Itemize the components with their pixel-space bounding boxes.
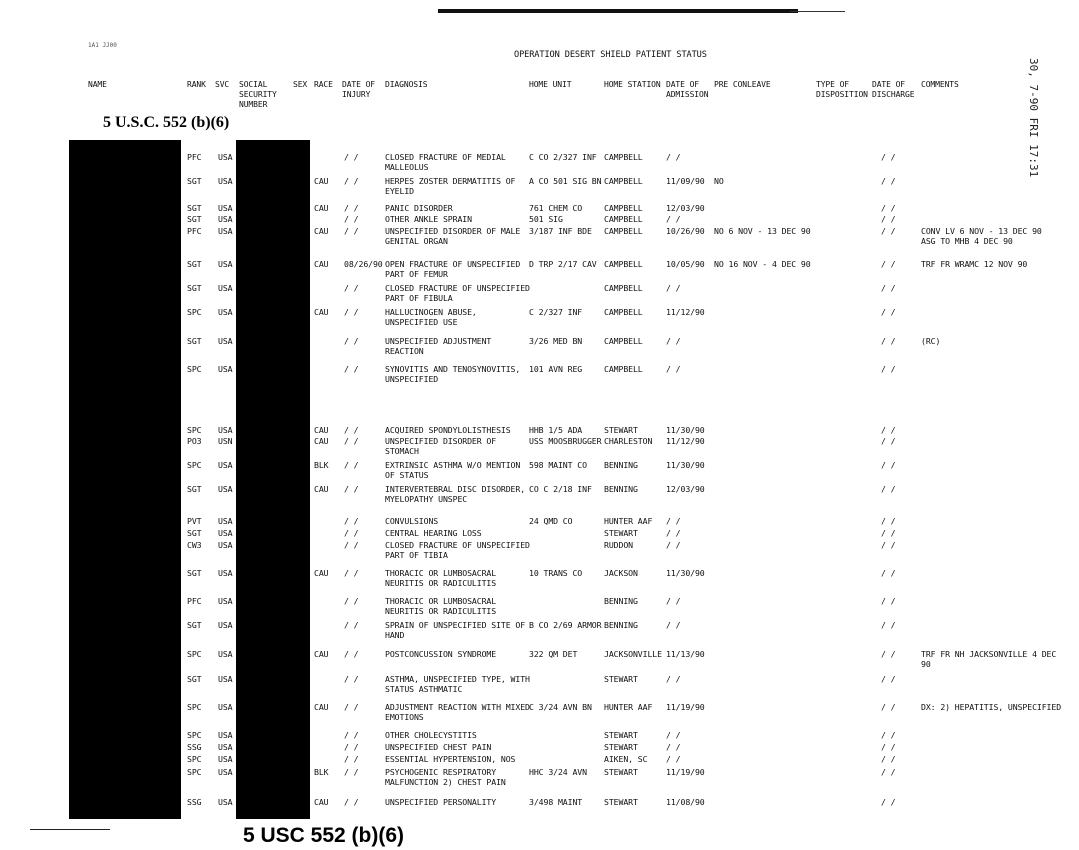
cell-home-station: STEWART bbox=[604, 797, 638, 807]
fax-header: 30, 7-90 FRI 17:31 bbox=[1027, 58, 1040, 178]
cell-date-of-admission: / / bbox=[666, 214, 681, 224]
cell-svc: USA bbox=[218, 620, 233, 630]
cell-svc: USA bbox=[218, 596, 233, 606]
cell-date-of-admission: / / bbox=[666, 742, 681, 752]
cell-date-of-discharge: / / bbox=[881, 226, 896, 236]
cell-rank: SPC bbox=[187, 767, 202, 777]
cell-diagnosis: PANIC DISORDER bbox=[385, 203, 453, 213]
cell-svc: USA bbox=[218, 364, 233, 374]
cell-home-station: CAMPBELL bbox=[604, 226, 643, 236]
cell-race: CAU bbox=[314, 259, 329, 269]
cell-svc: USA bbox=[218, 674, 233, 684]
cell-comments: TRF FR WRAMC 12 NOV 90 bbox=[921, 259, 1028, 269]
cell-home-station: CAMPBELL bbox=[604, 152, 643, 162]
cell-diagnosis: CONVULSIONS bbox=[385, 516, 439, 526]
cell-svc: USA bbox=[218, 528, 233, 538]
cell-date-of-injury: / / bbox=[344, 649, 359, 659]
cell-date-of-discharge: / / bbox=[881, 620, 896, 630]
cell-svc: USA bbox=[218, 702, 233, 712]
cell-date-of-admission: 12/03/90 bbox=[666, 203, 705, 213]
cell-comments: (RC) bbox=[921, 336, 941, 346]
cell-date-of-injury: / / bbox=[344, 214, 359, 224]
cell-diagnosis: ADJUSTMENT REACTION WITH MIXED bbox=[385, 702, 530, 712]
cell-race: CAU bbox=[314, 484, 329, 494]
cell-svc: USN bbox=[218, 436, 233, 446]
cell-date-of-discharge: / / bbox=[881, 203, 896, 213]
cell-diagnosis: ESSENTIAL HYPERTENSION, NOS bbox=[385, 754, 516, 764]
cell-svc: USA bbox=[218, 730, 233, 740]
cell-home-unit: A CO 501 SIG BN bbox=[529, 176, 602, 186]
cell-comments: ASG TO MHB 4 DEC 90 bbox=[921, 236, 1013, 246]
cell-date-of-admission: 11/12/90 bbox=[666, 307, 705, 317]
cell-svc: USA bbox=[218, 176, 233, 186]
cell-date-of-injury: / / bbox=[344, 425, 359, 435]
fax-bottom-line bbox=[30, 829, 110, 830]
cell-home-station: STEWART bbox=[604, 674, 638, 684]
cell-diagnosis: UNSPECIFIED PERSONALITY bbox=[385, 797, 497, 807]
cell-date-of-injury: / / bbox=[344, 674, 359, 684]
col-sex: SEX bbox=[293, 80, 308, 89]
col-rank: RANK bbox=[187, 80, 206, 89]
cell-date-of-admission: 10/26/90 bbox=[666, 226, 705, 236]
cell-date-of-admission: 10/05/90 bbox=[666, 259, 705, 269]
cell-svc: USA bbox=[218, 742, 233, 752]
cell-date-of-admission: 11/09/90 bbox=[666, 176, 705, 186]
col-ssn-3: NUMBER bbox=[239, 100, 268, 109]
cell-date-of-injury: / / bbox=[344, 516, 359, 526]
cell-diagnosis: PSYCHOGENIC RESPIRATORY bbox=[385, 767, 497, 777]
cell-svc: USA bbox=[218, 797, 233, 807]
cell-diagnosis: CENTRAL HEARING LOSS bbox=[385, 528, 482, 538]
redaction-label-top: 5 U.S.C. 552 (b)(6) bbox=[103, 114, 230, 131]
cell-home-unit: 24 QMD CO bbox=[529, 516, 573, 526]
cell-home-station: CAMPBELL bbox=[604, 283, 643, 293]
cell-diagnosis: NEURITIS OR RADICULITIS bbox=[385, 606, 497, 616]
cell-svc: USA bbox=[218, 540, 233, 550]
cell-svc: USA bbox=[218, 516, 233, 526]
cell-rank: SGT bbox=[187, 528, 202, 538]
cell-rank: SPC bbox=[187, 307, 202, 317]
cell-diagnosis: HAND bbox=[385, 630, 405, 640]
cell-svc: USA bbox=[218, 152, 233, 162]
cell-diagnosis: EXTRINSIC ASTHMA W/O MENTION bbox=[385, 460, 521, 470]
cell-rank: PFC bbox=[187, 596, 202, 606]
col-svc: SVC bbox=[215, 80, 230, 89]
cell-home-station: CAMPBELL bbox=[604, 364, 643, 374]
cell-date-of-injury: / / bbox=[344, 620, 359, 630]
cell-date-of-discharge: / / bbox=[881, 649, 896, 659]
cell-race: BLK bbox=[314, 460, 329, 470]
cell-home-unit: 322 QM DET bbox=[529, 649, 578, 659]
cell-home-station: CAMPBELL bbox=[604, 336, 643, 346]
cell-date-of-injury: / / bbox=[344, 226, 359, 236]
cell-home-unit: 3/498 MAINT bbox=[529, 797, 583, 807]
cell-comments: CONV LV 6 NOV - 13 DEC 90 bbox=[921, 226, 1042, 236]
cell-rank: SPC bbox=[187, 702, 202, 712]
cell-date-of-admission: 11/19/90 bbox=[666, 767, 705, 777]
cell-home-station: JACKSONVILLE bbox=[604, 649, 662, 659]
cell-date-of-discharge: / / bbox=[881, 152, 896, 162]
cell-date-of-discharge: / / bbox=[881, 702, 896, 712]
cell-rank: PVT bbox=[187, 516, 202, 526]
cell-rank: PFC bbox=[187, 226, 202, 236]
cell-home-station: CHARLESTON bbox=[604, 436, 653, 446]
cell-svc: USA bbox=[218, 307, 233, 317]
cell-home-station: STEWART bbox=[604, 730, 638, 740]
col-ssn-2: SECURITY bbox=[239, 90, 277, 99]
cell-date-of-admission: / / bbox=[666, 674, 681, 684]
report-title: OPERATION DESERT SHIELD PATIENT STATUS bbox=[514, 50, 707, 60]
cell-diagnosis: CLOSED FRACTURE OF MEDIAL bbox=[385, 152, 506, 162]
cell-date-of-discharge: / / bbox=[881, 767, 896, 777]
cell-home-unit: C 2/327 INF bbox=[529, 307, 583, 317]
cell-home-unit: D TRP 2/17 CAV bbox=[529, 259, 597, 269]
col-name: NAME bbox=[88, 80, 107, 89]
cell-diagnosis: OTHER CHOLECYSTITIS bbox=[385, 730, 477, 740]
cell-home-unit: C CO 2/327 INF bbox=[529, 152, 597, 162]
cell-date-of-admission: / / bbox=[666, 528, 681, 538]
cell-diagnosis: EMOTIONS bbox=[385, 712, 424, 722]
cell-race: CAU bbox=[314, 702, 329, 712]
cell-home-station: CAMPBELL bbox=[604, 259, 643, 269]
cell-home-station: JACKSON bbox=[604, 568, 638, 578]
col-doi-2: INJURY bbox=[342, 90, 371, 99]
cell-diagnosis: PART OF FEMUR bbox=[385, 269, 448, 279]
cell-race: CAU bbox=[314, 649, 329, 659]
cell-rank: PO3 bbox=[187, 436, 202, 446]
cell-diagnosis: UNSPECIFIED ADJUSTMENT bbox=[385, 336, 492, 346]
cell-svc: USA bbox=[218, 568, 233, 578]
cell-pre-conleave: NO bbox=[714, 176, 724, 186]
col-ssn-1: SOCIAL bbox=[239, 80, 268, 89]
cell-date-of-admission: 11/08/90 bbox=[666, 797, 705, 807]
cell-home-station: STEWART bbox=[604, 767, 638, 777]
cell-rank: SGT bbox=[187, 283, 202, 293]
cell-diagnosis: REACTION bbox=[385, 346, 424, 356]
cell-date-of-discharge: / / bbox=[881, 307, 896, 317]
cell-date-of-discharge: / / bbox=[881, 516, 896, 526]
cell-svc: USA bbox=[218, 226, 233, 236]
cell-diagnosis: SYNOVITIS AND TENOSYNOVITIS, bbox=[385, 364, 521, 374]
cell-date-of-discharge: / / bbox=[881, 176, 896, 186]
cell-date-of-injury: 08/26/90 bbox=[344, 259, 383, 269]
col-type-disp-1: TYPE OF bbox=[816, 80, 850, 89]
cell-date-of-injury: / / bbox=[344, 568, 359, 578]
fax-edge-line bbox=[790, 11, 845, 12]
cell-home-station: BENNING bbox=[604, 620, 638, 630]
cell-svc: USA bbox=[218, 283, 233, 293]
cell-diagnosis: MALFUNCTION 2) CHEST PAIN bbox=[385, 777, 506, 787]
cell-home-station: BENNING bbox=[604, 596, 638, 606]
col-race: RACE bbox=[314, 80, 333, 89]
cell-svc: USA bbox=[218, 259, 233, 269]
cell-rank: SPC bbox=[187, 754, 202, 764]
cell-race: CAU bbox=[314, 176, 329, 186]
cell-date-of-admission: 11/30/90 bbox=[666, 568, 705, 578]
cell-race: CAU bbox=[314, 425, 329, 435]
col-diagnosis: DIAGNOSIS bbox=[385, 80, 428, 89]
cell-date-of-admission: 11/30/90 bbox=[666, 425, 705, 435]
cell-diagnosis: HALLUCINOGEN ABUSE, bbox=[385, 307, 477, 317]
cell-date-of-injury: / / bbox=[344, 730, 359, 740]
cell-home-unit: 3/26 MED BN bbox=[529, 336, 583, 346]
cell-home-unit: C 3/24 AVN BN bbox=[529, 702, 592, 712]
cell-date-of-admission: / / bbox=[666, 730, 681, 740]
cell-date-of-discharge: / / bbox=[881, 436, 896, 446]
cell-date-of-discharge: / / bbox=[881, 259, 896, 269]
cell-date-of-injury: / / bbox=[344, 767, 359, 777]
cell-diagnosis: PART OF FIBULA bbox=[385, 293, 453, 303]
col-home-station: HOME STATION bbox=[604, 80, 661, 89]
cell-rank: SGT bbox=[187, 568, 202, 578]
cell-diagnosis: CLOSED FRACTURE OF UNSPECIFIED bbox=[385, 540, 530, 550]
cell-diagnosis: STOMACH bbox=[385, 446, 419, 456]
cell-diagnosis: THORACIC OR LUMBOSACRAL bbox=[385, 596, 497, 606]
cell-rank: CW3 bbox=[187, 540, 202, 550]
cell-home-station: STEWART bbox=[604, 528, 638, 538]
cell-comments: DX: 2) HEPATITIS, UNSPECIFIED bbox=[921, 702, 1062, 712]
cell-rank: SPC bbox=[187, 425, 202, 435]
cell-home-station: BENNING bbox=[604, 460, 638, 470]
cell-rank: SGT bbox=[187, 484, 202, 494]
cell-comments: 90 bbox=[921, 659, 931, 669]
cell-svc: USA bbox=[218, 484, 233, 494]
cell-home-station: CAMPBELL bbox=[604, 203, 643, 213]
cell-date-of-discharge: / / bbox=[881, 484, 896, 494]
cell-date-of-admission: / / bbox=[666, 152, 681, 162]
cell-home-unit: 10 TRANS CO bbox=[529, 568, 583, 578]
cell-date-of-admission: / / bbox=[666, 540, 681, 550]
cell-diagnosis: POSTCONCUSSION SYNDROME bbox=[385, 649, 497, 659]
cell-svc: USA bbox=[218, 425, 233, 435]
cell-diagnosis: EYELID bbox=[385, 186, 414, 196]
cell-diagnosis: OPEN FRACTURE OF UNSPECIFIED bbox=[385, 259, 521, 269]
cell-date-of-discharge: / / bbox=[881, 214, 896, 224]
cell-date-of-injury: / / bbox=[344, 176, 359, 186]
cell-diagnosis: ASTHMA, UNSPECIFIED TYPE, WITH bbox=[385, 674, 530, 684]
cell-race: CAU bbox=[314, 797, 329, 807]
cell-diagnosis: CLOSED FRACTURE OF UNSPECIFIED bbox=[385, 283, 530, 293]
cell-rank: PFC bbox=[187, 152, 202, 162]
cell-date-of-injury: / / bbox=[344, 528, 359, 538]
cell-date-of-admission: / / bbox=[666, 620, 681, 630]
cell-home-station: CAMPBELL bbox=[604, 214, 643, 224]
col-doa-2: ADMISSION bbox=[666, 90, 709, 99]
cell-home-station: HUNTER AAF bbox=[604, 516, 653, 526]
cell-date-of-discharge: / / bbox=[881, 540, 896, 550]
cell-diagnosis: UNSPECIFIED USE bbox=[385, 317, 458, 327]
cell-date-of-discharge: / / bbox=[881, 730, 896, 740]
cell-diagnosis: UNSPECIFIED CHEST PAIN bbox=[385, 742, 492, 752]
col-doi-1: DATE OF bbox=[342, 80, 376, 89]
cell-date-of-discharge: / / bbox=[881, 797, 896, 807]
cell-diagnosis: UNSPECIFIED DISORDER OF bbox=[385, 436, 497, 446]
cell-date-of-injury: / / bbox=[344, 203, 359, 213]
cell-diagnosis: NEURITIS OR RADICULITIS bbox=[385, 578, 497, 588]
cell-rank: SSG bbox=[187, 797, 202, 807]
cell-diagnosis: UNSPECIFIED DISORDER OF MALE bbox=[385, 226, 521, 236]
cell-diagnosis: INTERVERTEBRAL DISC DISORDER, bbox=[385, 484, 526, 494]
cell-diagnosis: THORACIC OR LUMBOSACRAL bbox=[385, 568, 497, 578]
cell-home-unit: 101 AVN REG bbox=[529, 364, 583, 374]
col-dod-1: DATE OF bbox=[872, 80, 906, 89]
cell-svc: USA bbox=[218, 767, 233, 777]
cell-pre-conleave: NO 16 NOV - 4 DEC 90 bbox=[714, 259, 811, 269]
cell-date-of-discharge: / / bbox=[881, 425, 896, 435]
cell-date-of-admission: / / bbox=[666, 754, 681, 764]
cell-date-of-injury: / / bbox=[344, 540, 359, 550]
cell-rank: SPC bbox=[187, 730, 202, 740]
cell-date-of-discharge: / / bbox=[881, 568, 896, 578]
col-pre-conleave: PRE CONLEAVE bbox=[714, 80, 771, 89]
cell-date-of-admission: / / bbox=[666, 336, 681, 346]
cell-date-of-injury: / / bbox=[344, 436, 359, 446]
cell-rank: SPC bbox=[187, 460, 202, 470]
redacted-name-block bbox=[69, 140, 181, 819]
cell-date-of-admission: / / bbox=[666, 283, 681, 293]
cell-race: CAU bbox=[314, 226, 329, 236]
cell-home-station: STEWART bbox=[604, 425, 638, 435]
cell-date-of-injury: / / bbox=[344, 460, 359, 470]
cell-rank: SGT bbox=[187, 674, 202, 684]
cell-home-unit: CO C 2/18 INF bbox=[529, 484, 592, 494]
cell-diagnosis: PART OF TIBIA bbox=[385, 550, 448, 560]
cell-home-station: CAMPBELL bbox=[604, 176, 643, 186]
cell-home-station: AIKEN, SC bbox=[604, 754, 648, 764]
cell-date-of-admission: 12/03/90 bbox=[666, 484, 705, 494]
cell-home-station: CAMPBELL bbox=[604, 307, 643, 317]
cell-date-of-discharge: / / bbox=[881, 460, 896, 470]
col-type-disp-2: DISPOSITION bbox=[816, 90, 868, 99]
cell-diagnosis: MALLEOLUS bbox=[385, 162, 429, 172]
fax-edge-bar bbox=[438, 9, 798, 13]
cell-home-unit: 501 SIG bbox=[529, 214, 563, 224]
cell-home-unit: B CO 2/69 ARMOR bbox=[529, 620, 602, 630]
cell-date-of-discharge: / / bbox=[881, 754, 896, 764]
cell-diagnosis: UNSPECIFIED bbox=[385, 374, 439, 384]
cell-date-of-discharge: / / bbox=[881, 742, 896, 752]
cell-date-of-discharge: / / bbox=[881, 336, 896, 346]
cell-rank: SSG bbox=[187, 742, 202, 752]
cell-diagnosis: OTHER ANKLE SPRAIN bbox=[385, 214, 472, 224]
cell-home-unit: 598 MAINT CO bbox=[529, 460, 587, 470]
cell-diagnosis: HERPES ZOSTER DERMATITIS OF bbox=[385, 176, 516, 186]
cell-svc: USA bbox=[218, 460, 233, 470]
cell-diagnosis: ACQUIRED SPONDYLOLISTHESIS bbox=[385, 425, 511, 435]
cell-svc: USA bbox=[218, 214, 233, 224]
cell-home-station: STEWART bbox=[604, 742, 638, 752]
cell-date-of-admission: / / bbox=[666, 596, 681, 606]
cell-rank: SGT bbox=[187, 336, 202, 346]
cell-pre-conleave: NO 6 NOV - 13 DEC 90 bbox=[714, 226, 811, 236]
cell-date-of-discharge: / / bbox=[881, 283, 896, 293]
cell-home-station: HUNTER AAF bbox=[604, 702, 653, 712]
corner-mark: 1A1 JJ00 bbox=[88, 42, 117, 49]
cell-svc: USA bbox=[218, 754, 233, 764]
col-home-unit: HOME UNIT bbox=[529, 80, 572, 89]
cell-comments: TRF FR NH JACKSONVILLE 4 DEC bbox=[921, 649, 1057, 659]
col-doa-1: DATE OF bbox=[666, 80, 700, 89]
cell-home-unit: 761 CHEM CO bbox=[529, 203, 583, 213]
cell-date-of-discharge: / / bbox=[881, 596, 896, 606]
cell-svc: USA bbox=[218, 203, 233, 213]
col-dod-2: DISCHARGE bbox=[872, 90, 915, 99]
cell-diagnosis: STATUS ASTHMATIC bbox=[385, 684, 463, 694]
cell-rank: SPC bbox=[187, 649, 202, 659]
cell-home-unit: USS MOOSBRUGGER bbox=[529, 436, 602, 446]
cell-date-of-injury: / / bbox=[344, 754, 359, 764]
cell-date-of-injury: / / bbox=[344, 336, 359, 346]
cell-race: CAU bbox=[314, 307, 329, 317]
cell-date-of-admission: 11/12/90 bbox=[666, 436, 705, 446]
cell-date-of-discharge: / / bbox=[881, 528, 896, 538]
redacted-ssn-block bbox=[236, 140, 310, 819]
cell-date-of-injury: / / bbox=[344, 702, 359, 712]
cell-date-of-injury: / / bbox=[344, 364, 359, 374]
cell-svc: USA bbox=[218, 649, 233, 659]
cell-race: CAU bbox=[314, 436, 329, 446]
cell-date-of-injury: / / bbox=[344, 152, 359, 162]
cell-date-of-injury: / / bbox=[344, 596, 359, 606]
cell-date-of-injury: / / bbox=[344, 307, 359, 317]
cell-race: CAU bbox=[314, 203, 329, 213]
cell-date-of-admission: / / bbox=[666, 364, 681, 374]
cell-date-of-discharge: / / bbox=[881, 364, 896, 374]
cell-rank: SPC bbox=[187, 364, 202, 374]
cell-rank: SGT bbox=[187, 259, 202, 269]
cell-home-station: RUDDON bbox=[604, 540, 633, 550]
cell-date-of-injury: / / bbox=[344, 742, 359, 752]
cell-home-station: BENNING bbox=[604, 484, 638, 494]
cell-date-of-admission: / / bbox=[666, 516, 681, 526]
cell-home-unit: HHB 1/5 ADA bbox=[529, 425, 583, 435]
cell-date-of-admission: 11/30/90 bbox=[666, 460, 705, 470]
col-comments: COMMENTS bbox=[921, 80, 959, 89]
cell-rank: SGT bbox=[187, 620, 202, 630]
cell-date-of-injury: / / bbox=[344, 283, 359, 293]
cell-diagnosis: SPRAIN OF UNSPECIFIED SITE OF bbox=[385, 620, 526, 630]
cell-diagnosis: OF STATUS bbox=[385, 470, 429, 480]
cell-date-of-discharge: / / bbox=[881, 674, 896, 684]
cell-home-unit: 3/187 INF BDE bbox=[529, 226, 592, 236]
cell-home-unit: HHC 3/24 AVN bbox=[529, 767, 587, 777]
cell-diagnosis: MYELOPATHY UNSPEC bbox=[385, 494, 468, 504]
cell-rank: SGT bbox=[187, 176, 202, 186]
cell-date-of-admission: 11/13/90 bbox=[666, 649, 705, 659]
cell-rank: SGT bbox=[187, 214, 202, 224]
cell-diagnosis: GENITAL ORGAN bbox=[385, 236, 448, 246]
cell-race: CAU bbox=[314, 568, 329, 578]
cell-svc: USA bbox=[218, 336, 233, 346]
redaction-label-bottom: 5 USC 552 (b)(6) bbox=[243, 824, 405, 847]
cell-date-of-injury: / / bbox=[344, 484, 359, 494]
cell-date-of-admission: 11/19/90 bbox=[666, 702, 705, 712]
cell-date-of-injury: / / bbox=[344, 797, 359, 807]
cell-rank: SGT bbox=[187, 203, 202, 213]
cell-race: BLK bbox=[314, 767, 329, 777]
